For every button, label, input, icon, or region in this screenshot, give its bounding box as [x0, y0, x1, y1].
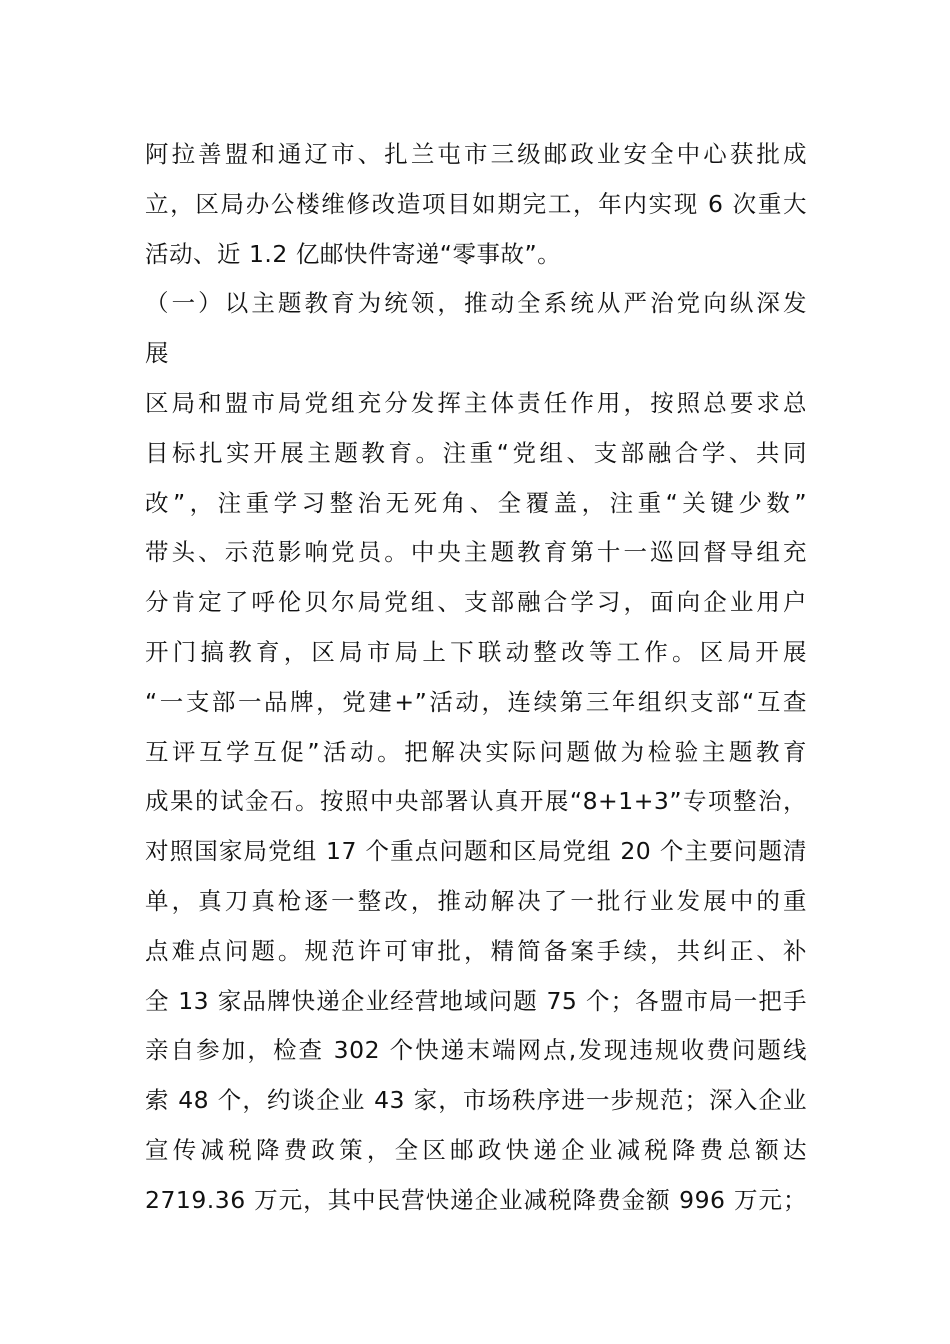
- text-line: 带头、示范影响党员。中央主题教育第十一巡回督导组充: [145, 538, 807, 567]
- text-line: 全 13 家品牌快递企业经营地域问题 75 个；各盟市局一把手: [145, 986, 807, 1015]
- document-page: [145, 130, 807, 1226]
- text-line: （一）以主题教育为统领，推动全系统从严治党向纵深发: [145, 289, 807, 318]
- text-line: 改”，注重学习整治无死角、全覆盖，注重“关键少数”: [145, 488, 807, 517]
- text-line: 成果的试金石。按照中央部署认真开展“8+1+3”专项整治，: [145, 787, 807, 816]
- text-line: 宣传减税降费政策，全区邮政快递企业减税降费总额达: [145, 1135, 807, 1164]
- text-line: 点难点问题。规范许可审批，精简备案手续，共纠正、补: [145, 936, 807, 965]
- body-paragraph: [145, 379, 807, 1226]
- text-line: 立，区局办公楼维修改造项目如期完工，年内实现 6 次重大: [145, 189, 807, 218]
- text-line: 2719.36 万元，其中民营快递企业减税降费金额 996 万元；: [145, 1185, 807, 1214]
- text-line: 目标扎实开展主题教育。注重“党组、支部融合学、共同: [145, 438, 807, 467]
- text-line: 开门搞教育，区局市局上下联动整改等工作。区局开展: [145, 637, 807, 666]
- text-line: “一支部一品牌，党建+”活动，连续第三年组织支部“互查: [145, 687, 807, 716]
- text-line: 对照国家局党组 17 个重点问题和区局党组 20 个主要问题清: [145, 837, 807, 866]
- text-line: 展: [145, 339, 169, 368]
- text-line: 亲自参加，检查 302 个快递末端网点,发现违规收费问题线: [145, 1036, 807, 1065]
- text-line: 互评互学互促”活动。把解决实际问题做为检验主题教育: [145, 737, 807, 766]
- text-line: 单，真刀真枪逐一整改，推动解决了一批行业发展中的重: [145, 886, 807, 915]
- text-line: 区局和盟市局党组充分发挥主体责任作用，按照总要求总: [145, 388, 807, 417]
- text-line: 分肯定了呼伦贝尔局党组、支部融合学习，面向企业用户: [145, 588, 807, 617]
- text-line: 阿拉善盟和通辽市、扎兰屯市三级邮政业安全中心获批成: [145, 140, 807, 168]
- body-paragraph: [145, 130, 807, 279]
- text-line: 活动、近 1.2 亿邮快件寄递“零事故”。: [145, 239, 562, 268]
- section-heading: [145, 279, 807, 379]
- text-line: 索 48 个，约谈企业 43 家，市场秩序进一步规范；深入企业: [145, 1086, 807, 1115]
